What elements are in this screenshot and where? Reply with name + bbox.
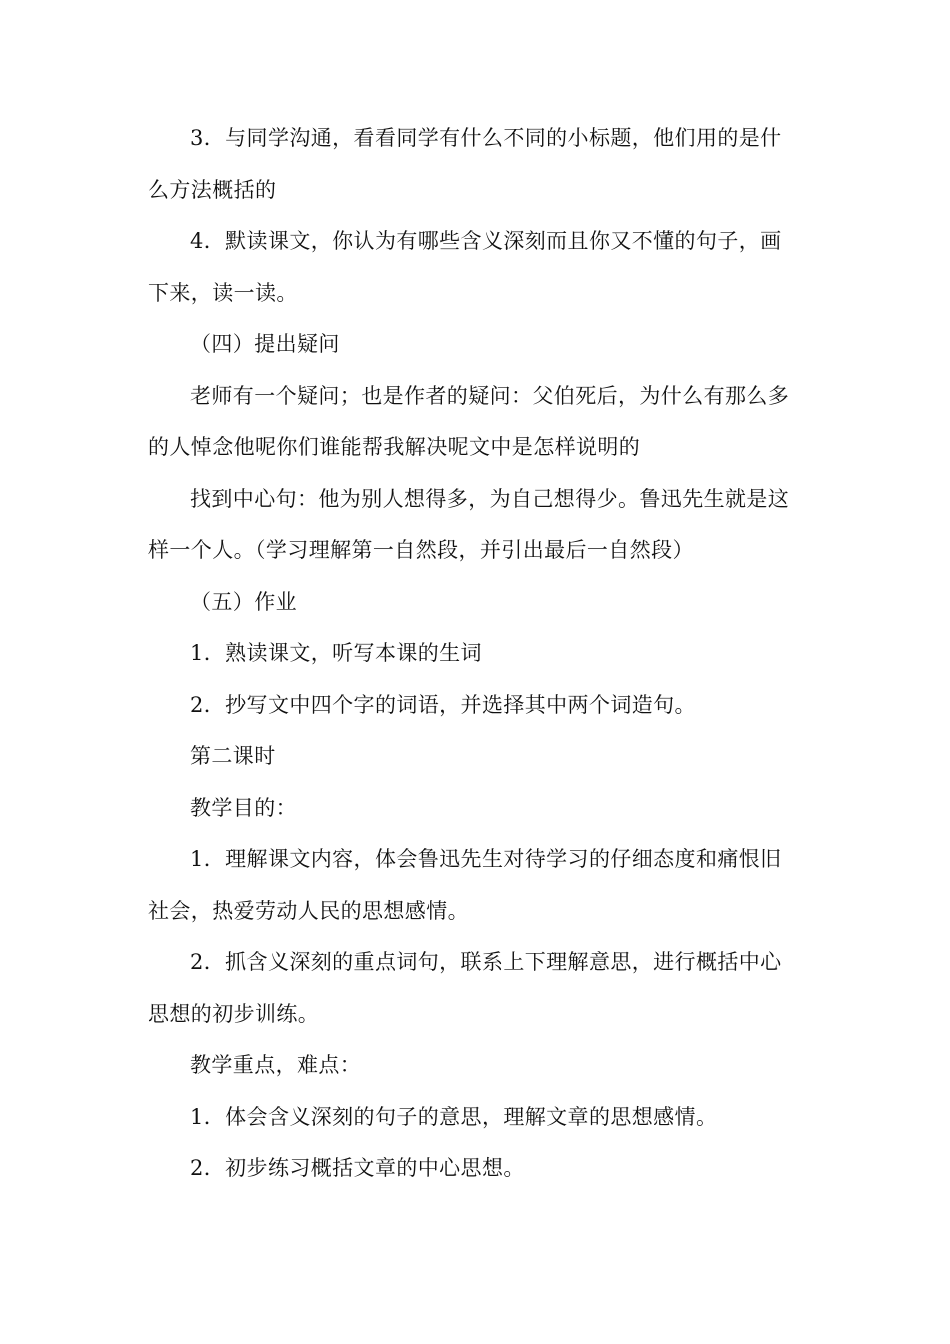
key-point-item-2: 2．初步练习概括文章的中心思想。 [190, 1156, 525, 1180]
lesson-heading-second-period: 第二课时 [190, 744, 276, 768]
paragraph-item-3: 3．与同学沟通，看看同学有什么不同的小标题，他们用的是什么方法概括的 [148, 126, 782, 202]
objective-item-1: 1．理解课文内容，体会鲁迅先生对待学习的仔细态度和痛恨旧社会，热爱劳动人民的思想感情。 [148, 847, 782, 923]
section-heading-homework: （五）作业 [190, 589, 297, 614]
section-heading-ask-questions: （四）提出疑问 [190, 332, 340, 356]
homework-item-1: 1．熟读课文，听写本课的生词 [190, 641, 482, 665]
key-point-item-1: 1．体会含义深刻的句子的意思，理解文章的思想感情。 [190, 1104, 718, 1129]
paragraph-teacher-question: 老师有一个疑问；也是作者的疑问：父伯死后，为什么有那么多的人悼念他呢你们谁能帮我解决呢文中是怎样说明的 [148, 383, 790, 459]
paragraph-central-sentence: 找到中心句：他为别人想得多，为自己想得少。鲁迅先生就是这样一个人。（学习理解第一自然段，并引出最后一自然段） [148, 486, 790, 562]
heading-key-points: 教学重点，难点： [190, 1053, 362, 1077]
paragraph-item-4: 4．默读课文，你认为有哪些含义深刻而且你又不懂的句子，画下来，读一读。 [148, 229, 782, 305]
heading-teaching-objectives: 教学目的： [190, 795, 297, 820]
document-body [148, 113, 798, 1195]
homework-item-2: 2．抄写文中四个字的词语，并选择其中两个词造句。 [190, 692, 696, 717]
objective-item-2: 2．抓含义深刻的重点词句，联系上下理解意思，进行概括中心思想的初步训练。 [148, 950, 782, 1026]
